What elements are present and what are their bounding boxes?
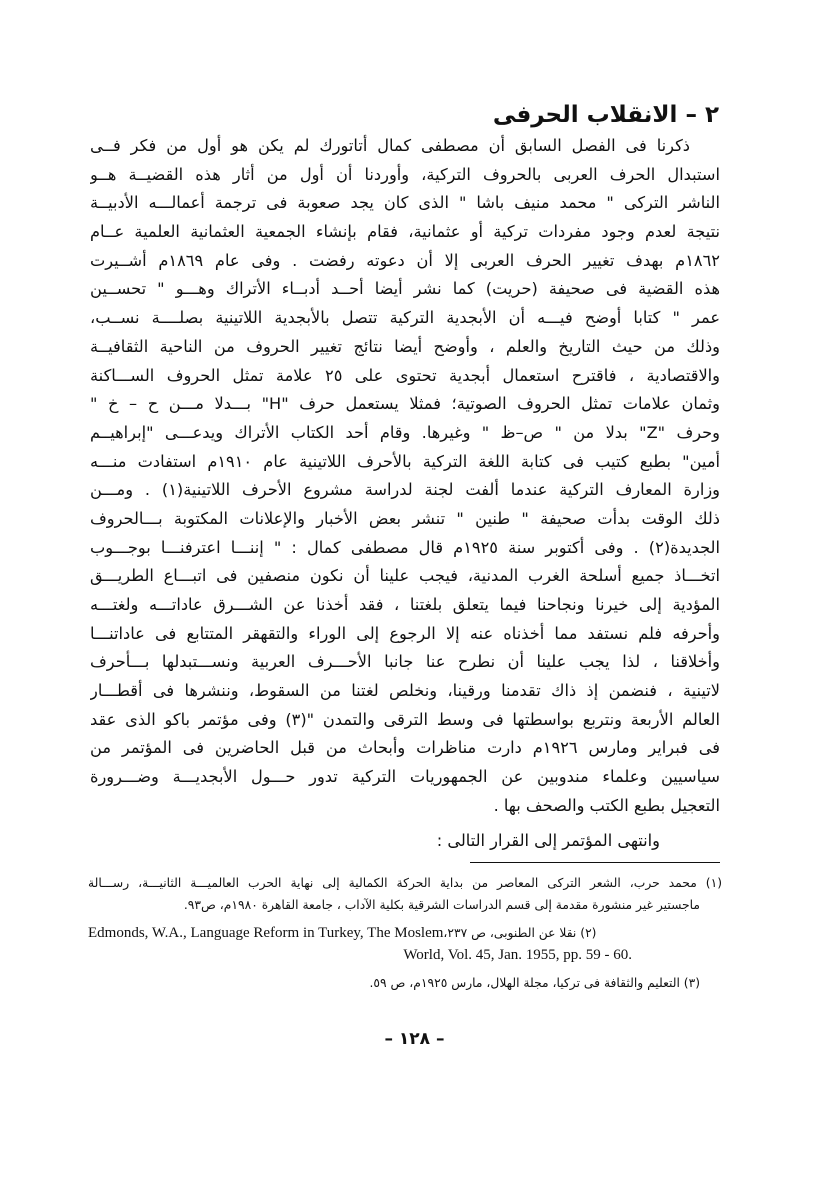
footnotes	[88, 872, 722, 994]
body-line-3: الناشر التركى " محمد منيف باشا " الذى كان يجد صعوبة فى ترجمة أعمالـــه الأدبيــة	[90, 193, 720, 213]
body-line-9: والاقتصادية ، فاقترح استعمال أبجدية تحتوى على ٢٥ علامة تمثل الحروف الســـاكنة	[90, 365, 720, 385]
page-number: – ١٢٨ –	[384, 1029, 445, 1049]
section-heading: ٢ – الانقلاب الحرفى	[492, 102, 719, 128]
body-line-15: الجديدة(٢) . وفى أكتوبر سنة ١٩٢٥م قال مصطفى كمال : " إننـــا اعترفنـــا بوجـــوب	[90, 537, 720, 557]
body-line-10: وثمان علامات تمثل الحروف الصوتية؛ فمثلا يستعمل حرف "H" بـــدلا مـــن ح – خ "	[90, 394, 720, 414]
body-line-7: عمر " كتابا أوضح فيـــه أن الأبجدية التركية تتصل بالأبجدية اللاتينية بصلــــة نســب،	[90, 308, 720, 328]
body-line-12: أمين" بطبع كتيب فى كتابة اللغة التركية بالأحرف اللاتينية عام ١٩١٠م استفادت منـــه	[90, 451, 720, 471]
body-text	[90, 132, 720, 855]
footnote-2-citation: Edmonds, W.A., Language Reform in Turkey, The Moslem	[88, 925, 444, 941]
conclusion-line: وانتهى المؤتمر إلى القرار التالى :	[436, 830, 660, 850]
footnote-3: (٣) التعليم والثقافة فى تركيا، مجلة الهلال، مارس ١٩٢٥م، ص ٥٩.	[369, 976, 700, 990]
body-line-21: العالم الأربعة ونتربع بواسطتها فى وسط الترقى والتمدن "(٣) وفى مؤتمر باكو الذى عقد	[90, 709, 720, 729]
body-line-19: وأخلاقنا ، لذا يجب علينا أن نطرح عنا جانبا الأحـــرف العربية ونســـتبدلها بـــأحرف	[90, 652, 720, 672]
body-line-11: وحرف "Z" بدلا من " ص–ظ " وغيرها. وقام أحد الكتاب الأتراك ويدعـــى "إبراهيــم	[90, 422, 720, 442]
body-line-22: فى فبراير ومارس ١٩٢٦م دارت مناظرات وأبحاث من قبل الحاضرين فى المؤتمر من	[90, 738, 720, 758]
body-line-18: وأحرفه فلم نستفد مما أخذناه عنه إلا الرجوع إلى الوراء والتقهقر المتتابع فى عاداتنـــا	[90, 623, 720, 643]
body-line-5: ١٨٦٢م بهدف تغيير الحرف العربى إلا أن دعوته رفضت . وفى عام ١٨٦٩م أشــيرت	[90, 250, 720, 270]
body-line-13: وزارة المعارف التركية عندما ألفت لجنة لدراسة مشروع الأحرف اللاتينية(١) . ومـــن	[90, 480, 720, 500]
body-line-23: سياسيين وعلماء مندوبين عن الجمهوريات التركية تدور حـــول الأبجديـــة وضـــرورة	[90, 767, 720, 787]
footnote-2-line-1	[88, 922, 722, 944]
footnote-1-line-2: ماجستير غير منشورة مقدمة إلى قسم الدراسات الشرقية بكلية الآداب ، جامعة القاهرة ١٩٨٠م، ص٩٣.	[183, 898, 700, 912]
body-line-6: هذه القضية فى صحيفة (حريت) كما نشر أيضا أحــد أدبــاء الأتراك وهـــو " تحســين	[90, 279, 720, 299]
footnote-2-arabic: (٢) نقلا عن الطنوبى، ص ٢٣٧،	[443, 926, 597, 940]
body-line-14: ذلك الوقت بدأت صحيفة " طنين " تنشر بعض الأخبار والإعلانات المكتوبة بـــالحروف	[90, 508, 720, 528]
body-line-4: نتيجة لعدم وجود مفردات تركية أو عثمانية، فقام بإنشاء الجمعية العثمانية العلمية عــام	[90, 222, 720, 242]
footnote-divider	[470, 862, 720, 863]
body-line-24: التعجيل بطبع الكتب والصحف بها .	[493, 795, 720, 815]
body-line-20: لاتينية ، فنضمن إذ ذاك تقدمنا ورقينا، ونخلص لغتنا من السقوط، وننشرها فى أقطـــار	[90, 681, 720, 701]
body-line-1: ذكرنا فى الفصل السابق أن مصطفى كمال أتاتورك لم يكن هو أول من فكر فــى	[90, 136, 690, 155]
body-line-17: المؤدية إلى خيرنا ونجاحنا فيما يتعلق بلغتنا ، فقد أخذنا عن الشـــرق عاداتـــه ولغتـــه	[90, 595, 720, 614]
body-line-2: استبدال الحرف العربى بالحروف التركية، وأوردنا أن أول من أثار هذه القضيــة هــو	[90, 164, 720, 184]
body-line-8: وذلك من حيث التاريخ والعلم ، وأوضح أيضا نتائج تغيير الحروف من الناحية الثقافيــة	[90, 336, 720, 356]
footnote-1-line-1: (١) محمد حرب، الشعر التركى المعاصر من بداية الحركة الكمالية إلى نهاية الحرب العالميـــة الثانيـــة، رســـالة	[88, 876, 722, 890]
body-line-16: اتخـــاذ جميع أسلحة الغرب المدنية، فيجب علينا أن نكون منصفين فى اتبـــاع الطريـــق	[90, 566, 720, 586]
footnote-2-line-2: World, Vol. 45, Jan. 1955, pp. 59 - 60.	[403, 947, 632, 963]
